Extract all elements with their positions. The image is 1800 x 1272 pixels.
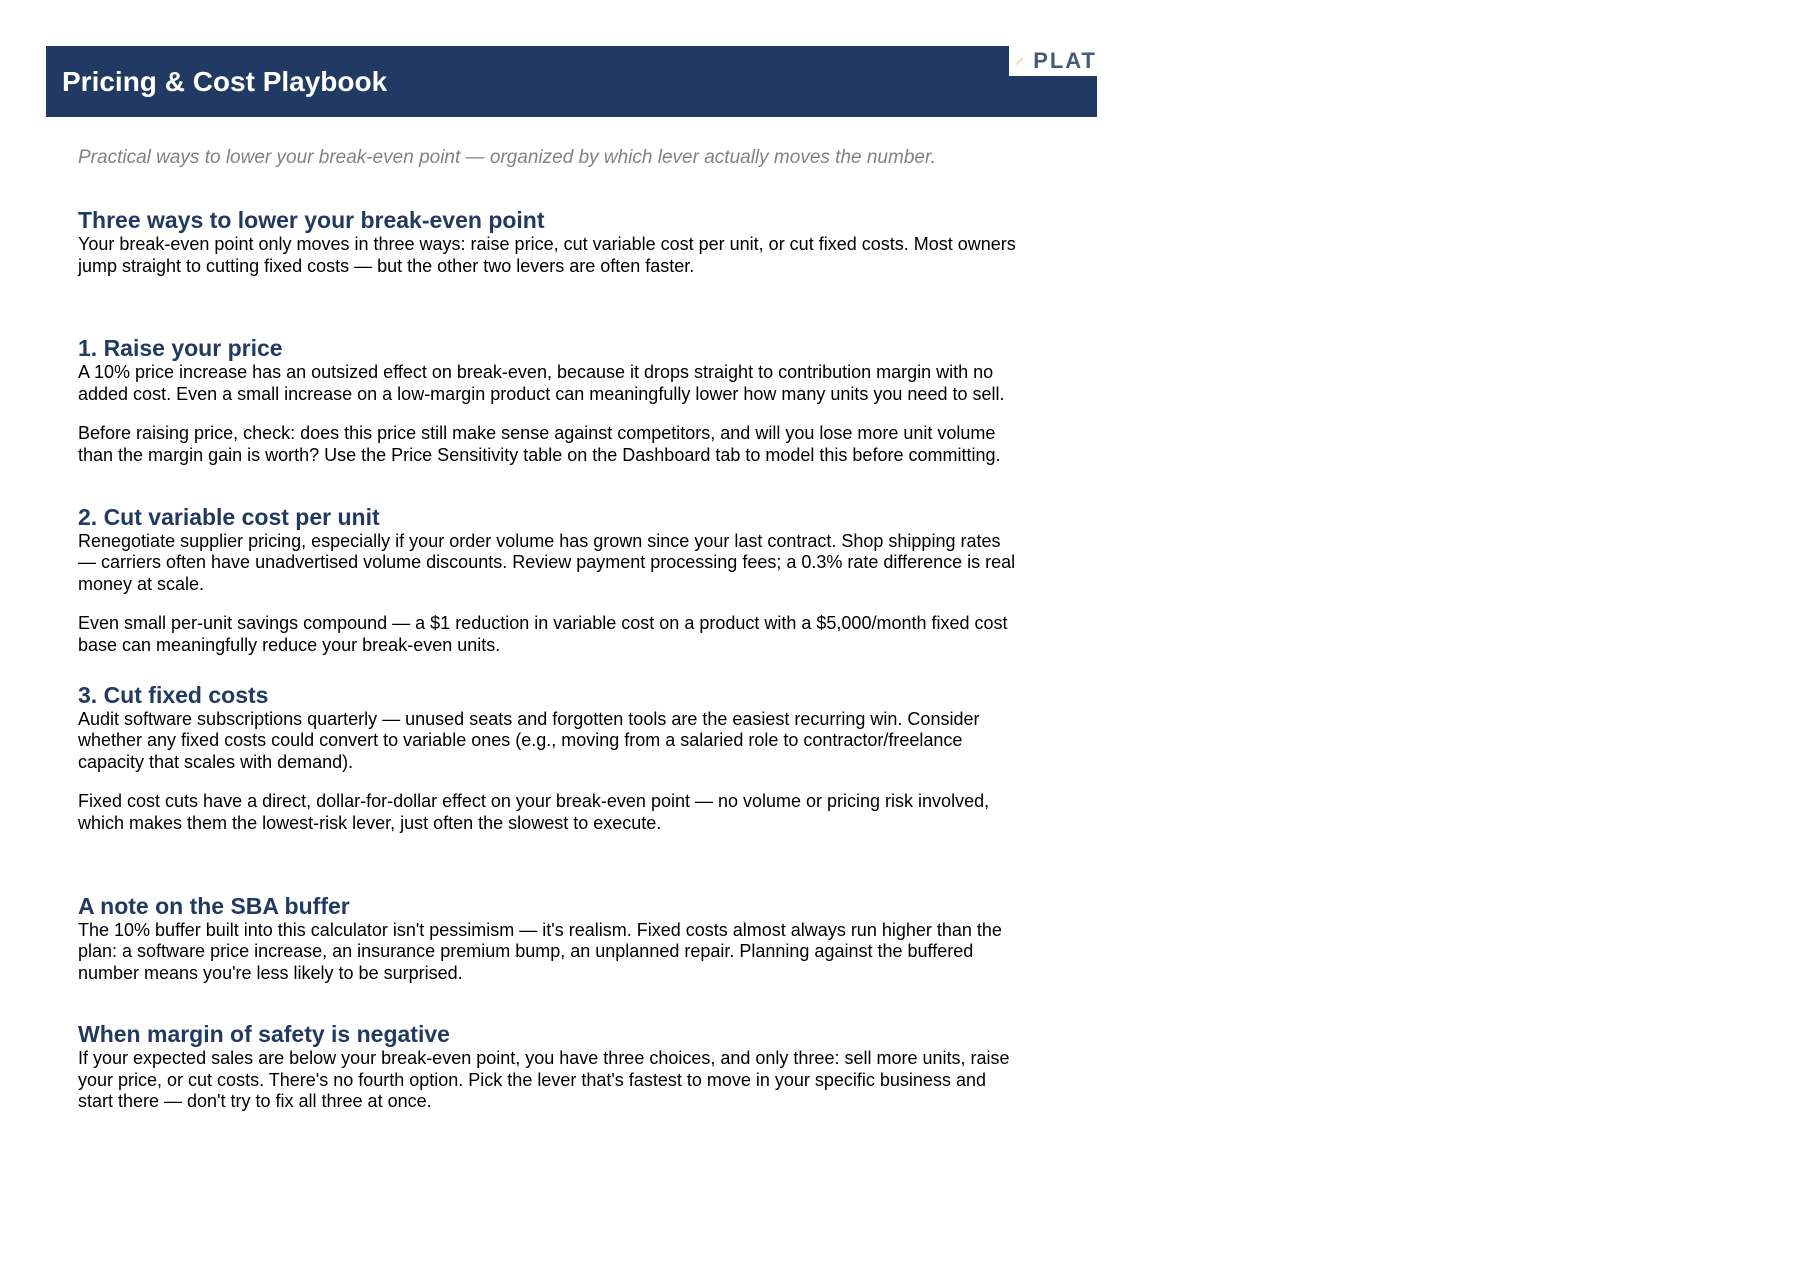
section-negative-margin xyxy=(78,1020,1018,1113)
section-raise-price xyxy=(78,334,1018,466)
section-paragraph: Renegotiate supplier pricing, especially if your order volume has grown since your last contract. Shop shipping rates — carriers often have unadvertised volume discounts. Review payment processing fees; a 0.3% rate difference is real money at scale. xyxy=(78,530,1016,594)
section-heading: When margin of safety is negative xyxy=(78,1021,450,1048)
section-paragraph: Even small per-unit savings compound — a $1 reduction in variable cost on a product with a $5,000/month fixed cost base can meaningfully reduce your break-even units. xyxy=(78,613,1008,655)
section-heading: 2. Cut variable cost per unit xyxy=(78,503,380,530)
section-paragraph: Before raising price, check: does this price still make sense against competitors, and will you lose more unit volume than the margin gain is worth? Use the Price Sensitivity table on the Dashboard tab to model this before committing. xyxy=(78,423,1001,465)
section-three-ways xyxy=(78,206,1018,277)
document-body xyxy=(78,146,1018,1113)
page-title: Pricing & Cost Playbook xyxy=(62,66,388,97)
logo-text: PLAT xyxy=(1033,48,1097,73)
section-variable-cost xyxy=(78,503,1018,657)
subtitle: Practical ways to lower your break-even point — organized by which lever actually moves the number. xyxy=(78,147,936,168)
section-heading: A note on the SBA buffer xyxy=(78,892,350,919)
section-paragraph: If your expected sales are below your break-even point, you have three choices, and only three: sell more units, raise your price, or cut costs. There's no fourth option. Pick the lever that's fastest to move in your specific business and start there — don't try to fix all three at once. xyxy=(78,1048,1010,1112)
diamond-icon xyxy=(1015,57,1022,64)
section-heading: 1. Raise your price xyxy=(78,335,283,362)
section-paragraph: A 10% price increase has an outsized effect on break-even, because it drops straight to contribution margin with no added cost. Even a small increase on a low-margin product can meaningfully lower how many units you need to sell. xyxy=(78,362,1005,404)
section-sba-buffer xyxy=(78,892,1018,985)
section-paragraph: Fixed cost cuts have a direct, dollar-for-dollar effect on your break-even point — no volume or pricing risk involved, which makes them the lowest-risk lever, just often the slowest to execute. xyxy=(78,791,990,833)
section-heading: 3. Cut fixed costs xyxy=(78,681,269,708)
section-paragraph: The 10% buffer built into this calculator isn't pessimism — it's realism. Fixed costs almost always run higher than the plan: a software price increase, an insurance premium bump, an unplanned repair. Planning against the buffered number means you're less likely to be surprised. xyxy=(78,919,1002,983)
section-paragraph: Your break-even point only moves in three ways: raise price, cut variable cost per unit, or cut fixed costs. Most owners jump straight to cutting fixed costs — but the other two levers are often faster. xyxy=(78,234,1016,276)
section-heading: Three ways to lower your break-even point xyxy=(78,207,545,233)
header-bar xyxy=(46,46,1097,117)
logo xyxy=(1009,46,1097,76)
section-paragraph: Audit software subscriptions quarterly — unused seats and forgotten tools are the easiest recurring win. Consider whether any fixed costs could convert to variable ones (e.g., moving from a salaried role to contractor/freelance capacity that scales with demand). xyxy=(78,708,980,772)
section-fixed-costs xyxy=(78,681,1018,835)
